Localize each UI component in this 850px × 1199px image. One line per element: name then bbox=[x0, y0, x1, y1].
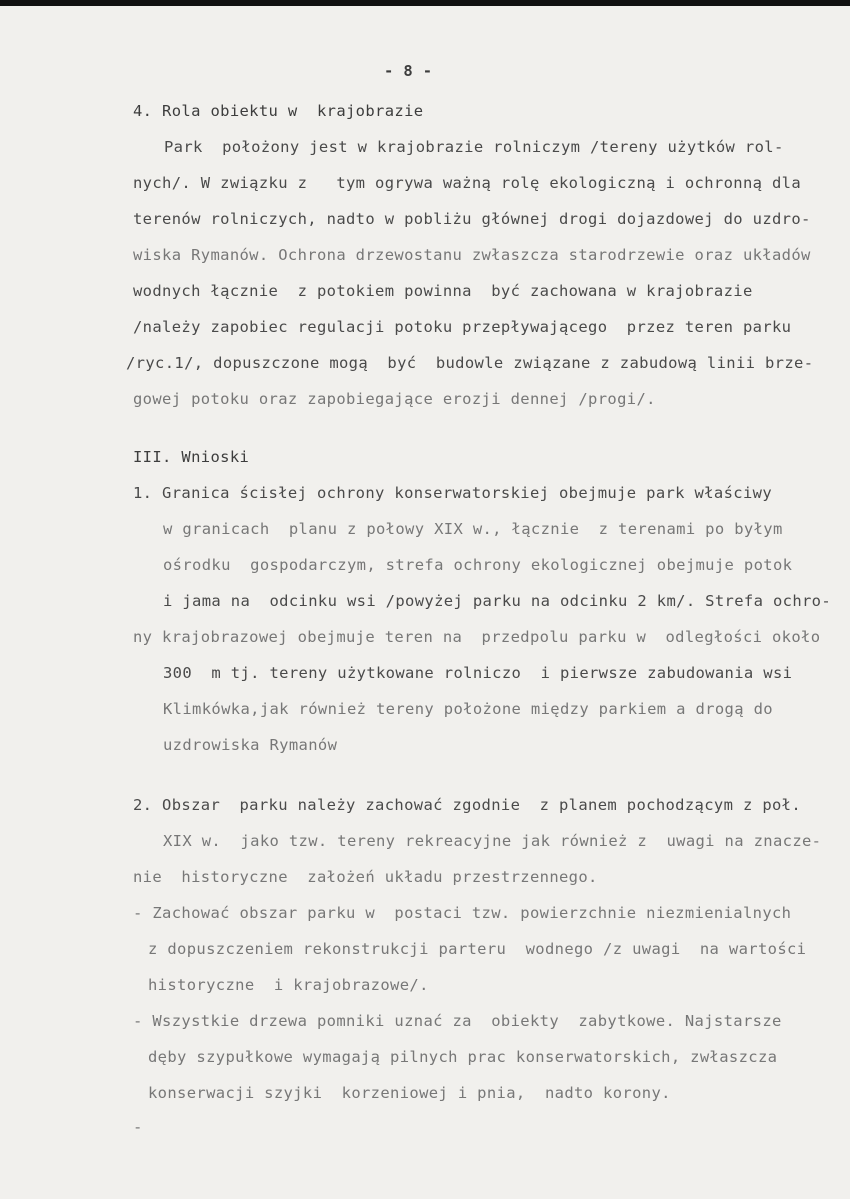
item-1-line-8: uzdrowiska Rymanów bbox=[163, 736, 338, 754]
bullet-1-line-2: z dopuszczeniem rekonstrukcji parteru wodnego /z uwagi na wartości bbox=[148, 940, 807, 958]
item-2-line-2: XIX w. jako tzw. tereny rekreacyjne jak również z uwagi na znacze- bbox=[163, 832, 822, 850]
item-1-line-7: Klimkówka,jak również tereny położone między parkiem a drogą do bbox=[163, 700, 773, 718]
document-page bbox=[0, 6, 850, 1199]
page-number: - 8 - bbox=[384, 62, 433, 80]
bullet-1-line-3: historyczne i krajobrazowe/. bbox=[148, 976, 429, 994]
item-1-line-6: 300 m tj. tereny użytkowane rolniczo i pierwsze zabudowania wsi bbox=[163, 664, 793, 682]
item-2-line-3: nie historyczne założeń układu przestrzennego. bbox=[133, 868, 598, 886]
section-4-line-7: /ryc.1/, dopuszczone mogą być budowle związane z zabudową linii brze- bbox=[126, 354, 814, 372]
section-4-line-6: /należy zapobiec regulacji potoku przepływającego przez teren parku bbox=[133, 318, 792, 336]
section-4-line-1: Park położony jest w krajobrazie rolniczym /tereny użytków rol- bbox=[164, 138, 784, 156]
bullet-2-line-1: - Wszystkie drzewa pomniki uznać za obiekty zabytkowe. Najstarsze bbox=[133, 1012, 782, 1030]
item-1-line-4: i jama na odcinku wsi /powyżej parku na odcinku 2 km/. Strefa ochro- bbox=[163, 592, 832, 610]
item-1-line-1: 1. Granica ścisłej ochrony konserwatorskiej obejmuje park właściwy bbox=[133, 484, 772, 502]
bullet-1-line-1: - Zachować obszar parku w postaci tzw. powierzchnie niezmienialnych bbox=[133, 904, 792, 922]
item-2-line-1: 2. Obszar parku należy zachować zgodnie z planem pochodzącym z poł. bbox=[133, 796, 802, 814]
section-4-line-4: wiska Rymanów. Ochrona drzewostanu zwłaszcza starodrzewie oraz układów bbox=[133, 246, 811, 264]
section-4-heading: 4. Rola obiektu w krajobrazie bbox=[133, 102, 424, 120]
bullet-2-line-3: konserwacji szyjki korzeniowej i pnia, nadto korony. bbox=[148, 1084, 671, 1102]
section-4-line-3: terenów rolniczych, nadto w pobliżu głównej drogi dojazdowej do uzdro- bbox=[133, 210, 811, 228]
trailing-dash: - bbox=[133, 1118, 143, 1136]
section-4-line-5: wodnych łącznie z potokiem powinna być zachowana w krajobrazie bbox=[133, 282, 753, 300]
item-1-line-5: ny krajobrazowej obejmuje teren na przedpolu parku w odległości około bbox=[133, 628, 821, 646]
item-1-line-3: ośrodku gospodarczym, strefa ochrony ekologicznej obejmuje potok bbox=[163, 556, 793, 574]
item-1-line-2: w granicach planu z połowy XIX w., łącznie z terenami po byłym bbox=[163, 520, 783, 538]
section-3-heading: III. Wnioski bbox=[133, 448, 250, 466]
section-4-line-2: nych/. W związku z tym ogrywa ważną rolę ekologiczną i ochronną dla bbox=[133, 174, 802, 192]
bullet-2-line-2: dęby szypułkowe wymagają pilnych prac konserwatorskich, zwłaszcza bbox=[148, 1048, 778, 1066]
section-4-line-8: gowej potoku oraz zapobiegające erozji dennej /progi/. bbox=[133, 390, 656, 408]
